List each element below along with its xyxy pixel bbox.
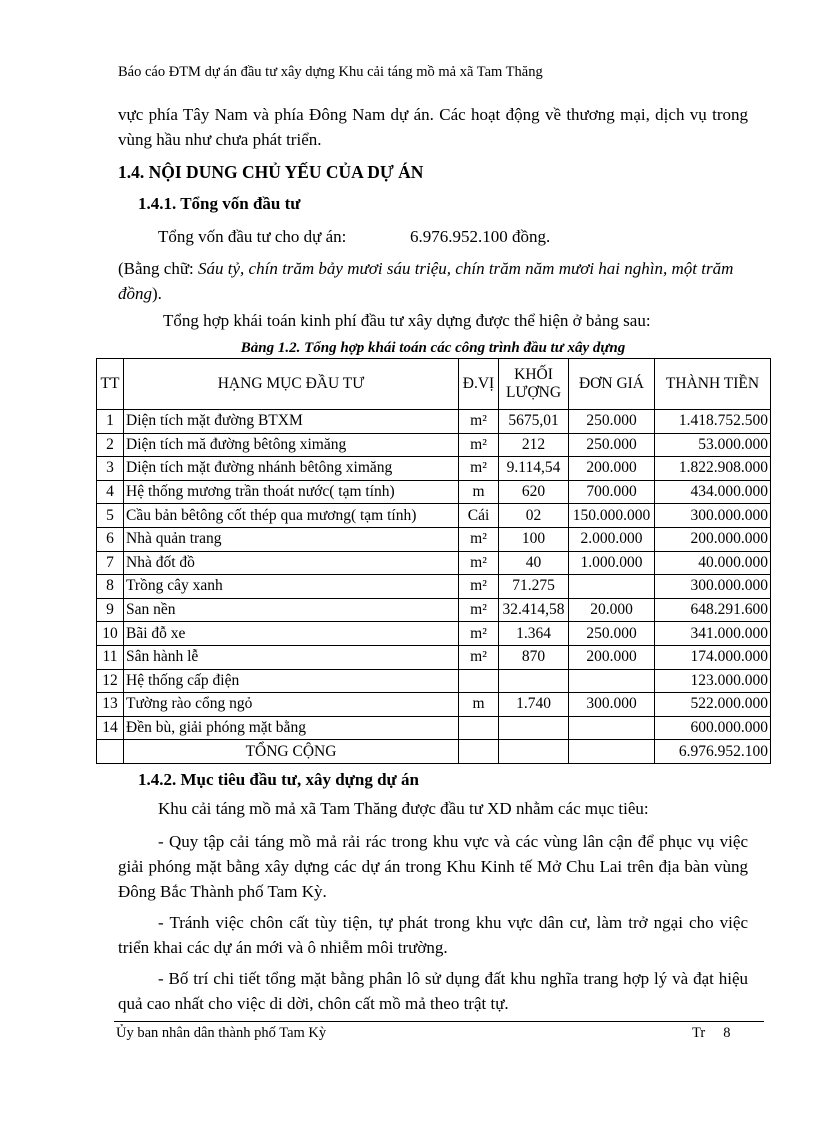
intro-paragraph: vực phía Tây Nam và phía Đông Nam dự án. Các hoạt động về thương mại, dịch vụ trong vùng hầu như chưa phát triển. bbox=[118, 105, 748, 149]
table-row bbox=[97, 480, 771, 504]
cell-quantity: 32.414,58 bbox=[499, 598, 569, 622]
cell-unit: m² bbox=[459, 433, 499, 457]
cell-unit: m² bbox=[459, 551, 499, 575]
cell-quantity bbox=[499, 716, 569, 740]
cell-unit: m² bbox=[459, 410, 499, 434]
cell-unit: Cái bbox=[459, 504, 499, 528]
cell-item: Nhà đốt đồ bbox=[124, 551, 459, 575]
cell-item: Cầu bản bêtông cốt thép qua mương( tạm tính) bbox=[124, 504, 459, 528]
cell-total: 648.291.600 bbox=[655, 598, 771, 622]
page-header: Báo cáo ĐTM dự án đầu tư xây dựng Khu cải táng mồ mả xã Tam Thăng bbox=[118, 64, 543, 80]
cell-unit: m² bbox=[459, 622, 499, 646]
header-quantity bbox=[499, 359, 569, 410]
header-unit: Đ.VỊ bbox=[459, 359, 499, 410]
cell-unit: m² bbox=[459, 575, 499, 599]
cell-item: Đền bù, giải phóng mặt bằng bbox=[124, 716, 459, 740]
cell-unit: m² bbox=[459, 598, 499, 622]
cell-item: Hệ thống cấp điện bbox=[124, 669, 459, 693]
cell-unit: m bbox=[459, 480, 499, 504]
cell-unit: m² bbox=[459, 527, 499, 551]
cell-item: Sân hành lễ bbox=[124, 645, 459, 669]
cell-tt: 3 bbox=[97, 457, 124, 481]
cell-price: 250.000 bbox=[569, 410, 655, 434]
footer-divider bbox=[114, 1021, 764, 1022]
cell-unit bbox=[459, 716, 499, 740]
in-words-prefix: (Bằng chữ: bbox=[118, 259, 199, 278]
table-row bbox=[97, 504, 771, 528]
cell-item: Trồng cây xanh bbox=[124, 575, 459, 599]
cell-total: 600.000.000 bbox=[655, 716, 771, 740]
table-row bbox=[97, 669, 771, 693]
cell-total: 434.000.000 bbox=[655, 480, 771, 504]
cell-tt: 9 bbox=[97, 598, 124, 622]
objective-2: - Tránh việc chôn cất tùy tiện, tự phát trong khu vực dân cư, làm trở ngại cho việc triển khai các dự án mới và ô nhiễm môi trường. bbox=[118, 913, 748, 957]
cell-item: Hệ thống mương trần thoát nước( tạm tính) bbox=[124, 480, 459, 504]
cell-total: 1.418.752.500 bbox=[655, 410, 771, 434]
subsection-2-title: 1.4.2. Mục tiêu đầu tư, xây dựng dự án bbox=[138, 770, 419, 789]
cell-price: 2.000.000 bbox=[569, 527, 655, 551]
cell-quantity: 870 bbox=[499, 645, 569, 669]
cell-quantity bbox=[499, 669, 569, 693]
cost-estimate-table bbox=[96, 358, 771, 764]
footer-organization: Ủy ban nhân dân thành phố Tam Kỳ bbox=[116, 1025, 327, 1041]
cell-price: 150.000.000 bbox=[569, 504, 655, 528]
cell-quantity-empty bbox=[499, 740, 569, 764]
cell-quantity: 02 bbox=[499, 504, 569, 528]
table-row bbox=[97, 457, 771, 481]
cell-quantity: 5675,01 bbox=[499, 410, 569, 434]
cell-unit: m² bbox=[459, 645, 499, 669]
table-row bbox=[97, 598, 771, 622]
objective-1: - Quy tập cải táng mồ mả rải rác trong khu vực và các vùng lân cận để phục vụ việc giải phóng mặt bằng xây dựng các dự án trong Khu Kinh tế Mở Chu Lai trên địa bàn vùng Đông Bắc Thành phố Tam Kỳ. bbox=[118, 832, 748, 901]
cell-quantity: 212 bbox=[499, 433, 569, 457]
cell-tt: 6 bbox=[97, 527, 124, 551]
table-row bbox=[97, 551, 771, 575]
table-row bbox=[97, 693, 771, 717]
table-row bbox=[97, 433, 771, 457]
cell-price: 1.000.000 bbox=[569, 551, 655, 575]
cell-quantity: 1.740 bbox=[499, 693, 569, 717]
cell-total: 300.000.000 bbox=[655, 504, 771, 528]
cell-price: 200.000 bbox=[569, 645, 655, 669]
cell-total: 174.000.000 bbox=[655, 645, 771, 669]
header-total: THÀNH TIỀN bbox=[655, 359, 771, 410]
cell-tt-empty bbox=[97, 740, 124, 764]
in-words-suffix: ). bbox=[152, 284, 162, 303]
header-item: HẠNG MỤC ĐẦU TƯ bbox=[124, 359, 459, 410]
cell-total: 40.000.000 bbox=[655, 551, 771, 575]
cell-quantity: 40 bbox=[499, 551, 569, 575]
cell-tt: 13 bbox=[97, 693, 124, 717]
cell-unit-empty bbox=[459, 740, 499, 764]
header-price: ĐƠN GIÁ bbox=[569, 359, 655, 410]
table-row bbox=[97, 716, 771, 740]
cell-quantity: 100 bbox=[499, 527, 569, 551]
header-quantity-line1: KHỐI bbox=[514, 366, 553, 383]
cell-item: Nhà quản trang bbox=[124, 527, 459, 551]
cell-tt: 14 bbox=[97, 716, 124, 740]
table-row bbox=[97, 527, 771, 551]
table-row bbox=[97, 622, 771, 646]
cell-tt: 11 bbox=[97, 645, 124, 669]
objectives-intro: Khu cải táng mồ mả xã Tam Thăng được đầu tư XD nhằm các mục tiêu: bbox=[158, 799, 649, 818]
cell-price-empty bbox=[569, 740, 655, 764]
cell-tt: 10 bbox=[97, 622, 124, 646]
table-row bbox=[97, 575, 771, 599]
cell-quantity: 71.275 bbox=[499, 575, 569, 599]
page-number: 8 bbox=[723, 1025, 731, 1041]
cell-quantity: 620 bbox=[499, 480, 569, 504]
in-words-text: Sáu tỷ, chín trăm bảy mươi sáu triệu, chín trăm năm mươi hai nghìn, một trăm đồng bbox=[118, 259, 734, 303]
cell-tt: 2 bbox=[97, 433, 124, 457]
cell-price bbox=[569, 669, 655, 693]
footer-page bbox=[692, 1025, 730, 1042]
table-header-row bbox=[97, 359, 771, 410]
cell-unit: m bbox=[459, 693, 499, 717]
objective-3: - Bố trí chi tiết tổng mặt bằng phân lô sử dụng đất khu nghĩa trang hợp lý và đạt hiệu quả cao nhất cho việc di dời, chôn cất mồ mả theo trật tự. bbox=[118, 969, 748, 1013]
cell-tt: 5 bbox=[97, 504, 124, 528]
cell-tt: 4 bbox=[97, 480, 124, 504]
cell-price: 250.000 bbox=[569, 433, 655, 457]
cell-price: 250.000 bbox=[569, 622, 655, 646]
cell-item: Diện tích mặt đường BTXM bbox=[124, 410, 459, 434]
capital-value: 6.976.952.100 đồng. bbox=[410, 227, 551, 246]
total-label: TỔNG CỘNG bbox=[124, 740, 459, 764]
cell-item: San nền bbox=[124, 598, 459, 622]
table-total-row bbox=[97, 740, 771, 764]
cell-total: 1.822.908.000 bbox=[655, 457, 771, 481]
cell-total: 522.000.000 bbox=[655, 693, 771, 717]
table-caption: Bảng 1.2. Tổng hợp khái toán các công trình đầu tư xây dựng bbox=[240, 340, 626, 356]
cell-price: 200.000 bbox=[569, 457, 655, 481]
cell-total: 300.000.000 bbox=[655, 575, 771, 599]
cell-item: Diện tích mặt đường nhánh bêtông ximăng bbox=[124, 457, 459, 481]
cell-tt: 1 bbox=[97, 410, 124, 434]
capital-in-words bbox=[118, 256, 748, 306]
cell-total: 53.000.000 bbox=[655, 433, 771, 457]
cell-quantity: 9.114,54 bbox=[499, 457, 569, 481]
table-row bbox=[97, 645, 771, 669]
cell-price: 20.000 bbox=[569, 598, 655, 622]
cell-tt: 12 bbox=[97, 669, 124, 693]
cell-total: 200.000.000 bbox=[655, 527, 771, 551]
header-quantity-line2: LƯỢNG bbox=[505, 384, 562, 401]
cell-price bbox=[569, 575, 655, 599]
header-tt: TT bbox=[97, 359, 124, 410]
cell-tt: 7 bbox=[97, 551, 124, 575]
cell-item: Diện tích mă đường bêtông ximăng bbox=[124, 433, 459, 457]
cell-unit bbox=[459, 669, 499, 693]
cell-unit: m² bbox=[459, 457, 499, 481]
cell-quantity: 1.364 bbox=[499, 622, 569, 646]
cell-tt: 8 bbox=[97, 575, 124, 599]
cell-item: Tường rào cổng ngỏ bbox=[124, 693, 459, 717]
total-value: 6.976.952.100 bbox=[655, 740, 771, 764]
cell-price bbox=[569, 716, 655, 740]
cell-price: 300.000 bbox=[569, 693, 655, 717]
page-label: Tr bbox=[692, 1025, 706, 1041]
cell-total: 341.000.000 bbox=[655, 622, 771, 646]
section-title: 1.4. NỘI DUNG CHỦ YẾU CỦA DỰ ÁN bbox=[118, 162, 424, 182]
capital-label: Tổng vốn đầu tư cho dự án: bbox=[158, 227, 347, 246]
summary-sentence: Tổng hợp khái toán kinh phí đầu tư xây dựng được thể hiện ở bảng sau: bbox=[163, 311, 651, 330]
table-row bbox=[97, 410, 771, 434]
cell-total: 123.000.000 bbox=[655, 669, 771, 693]
subsection-1-title: 1.4.1. Tổng vốn đầu tư bbox=[138, 194, 301, 213]
cell-price: 700.000 bbox=[569, 480, 655, 504]
cell-item: Bãi đỗ xe bbox=[124, 622, 459, 646]
